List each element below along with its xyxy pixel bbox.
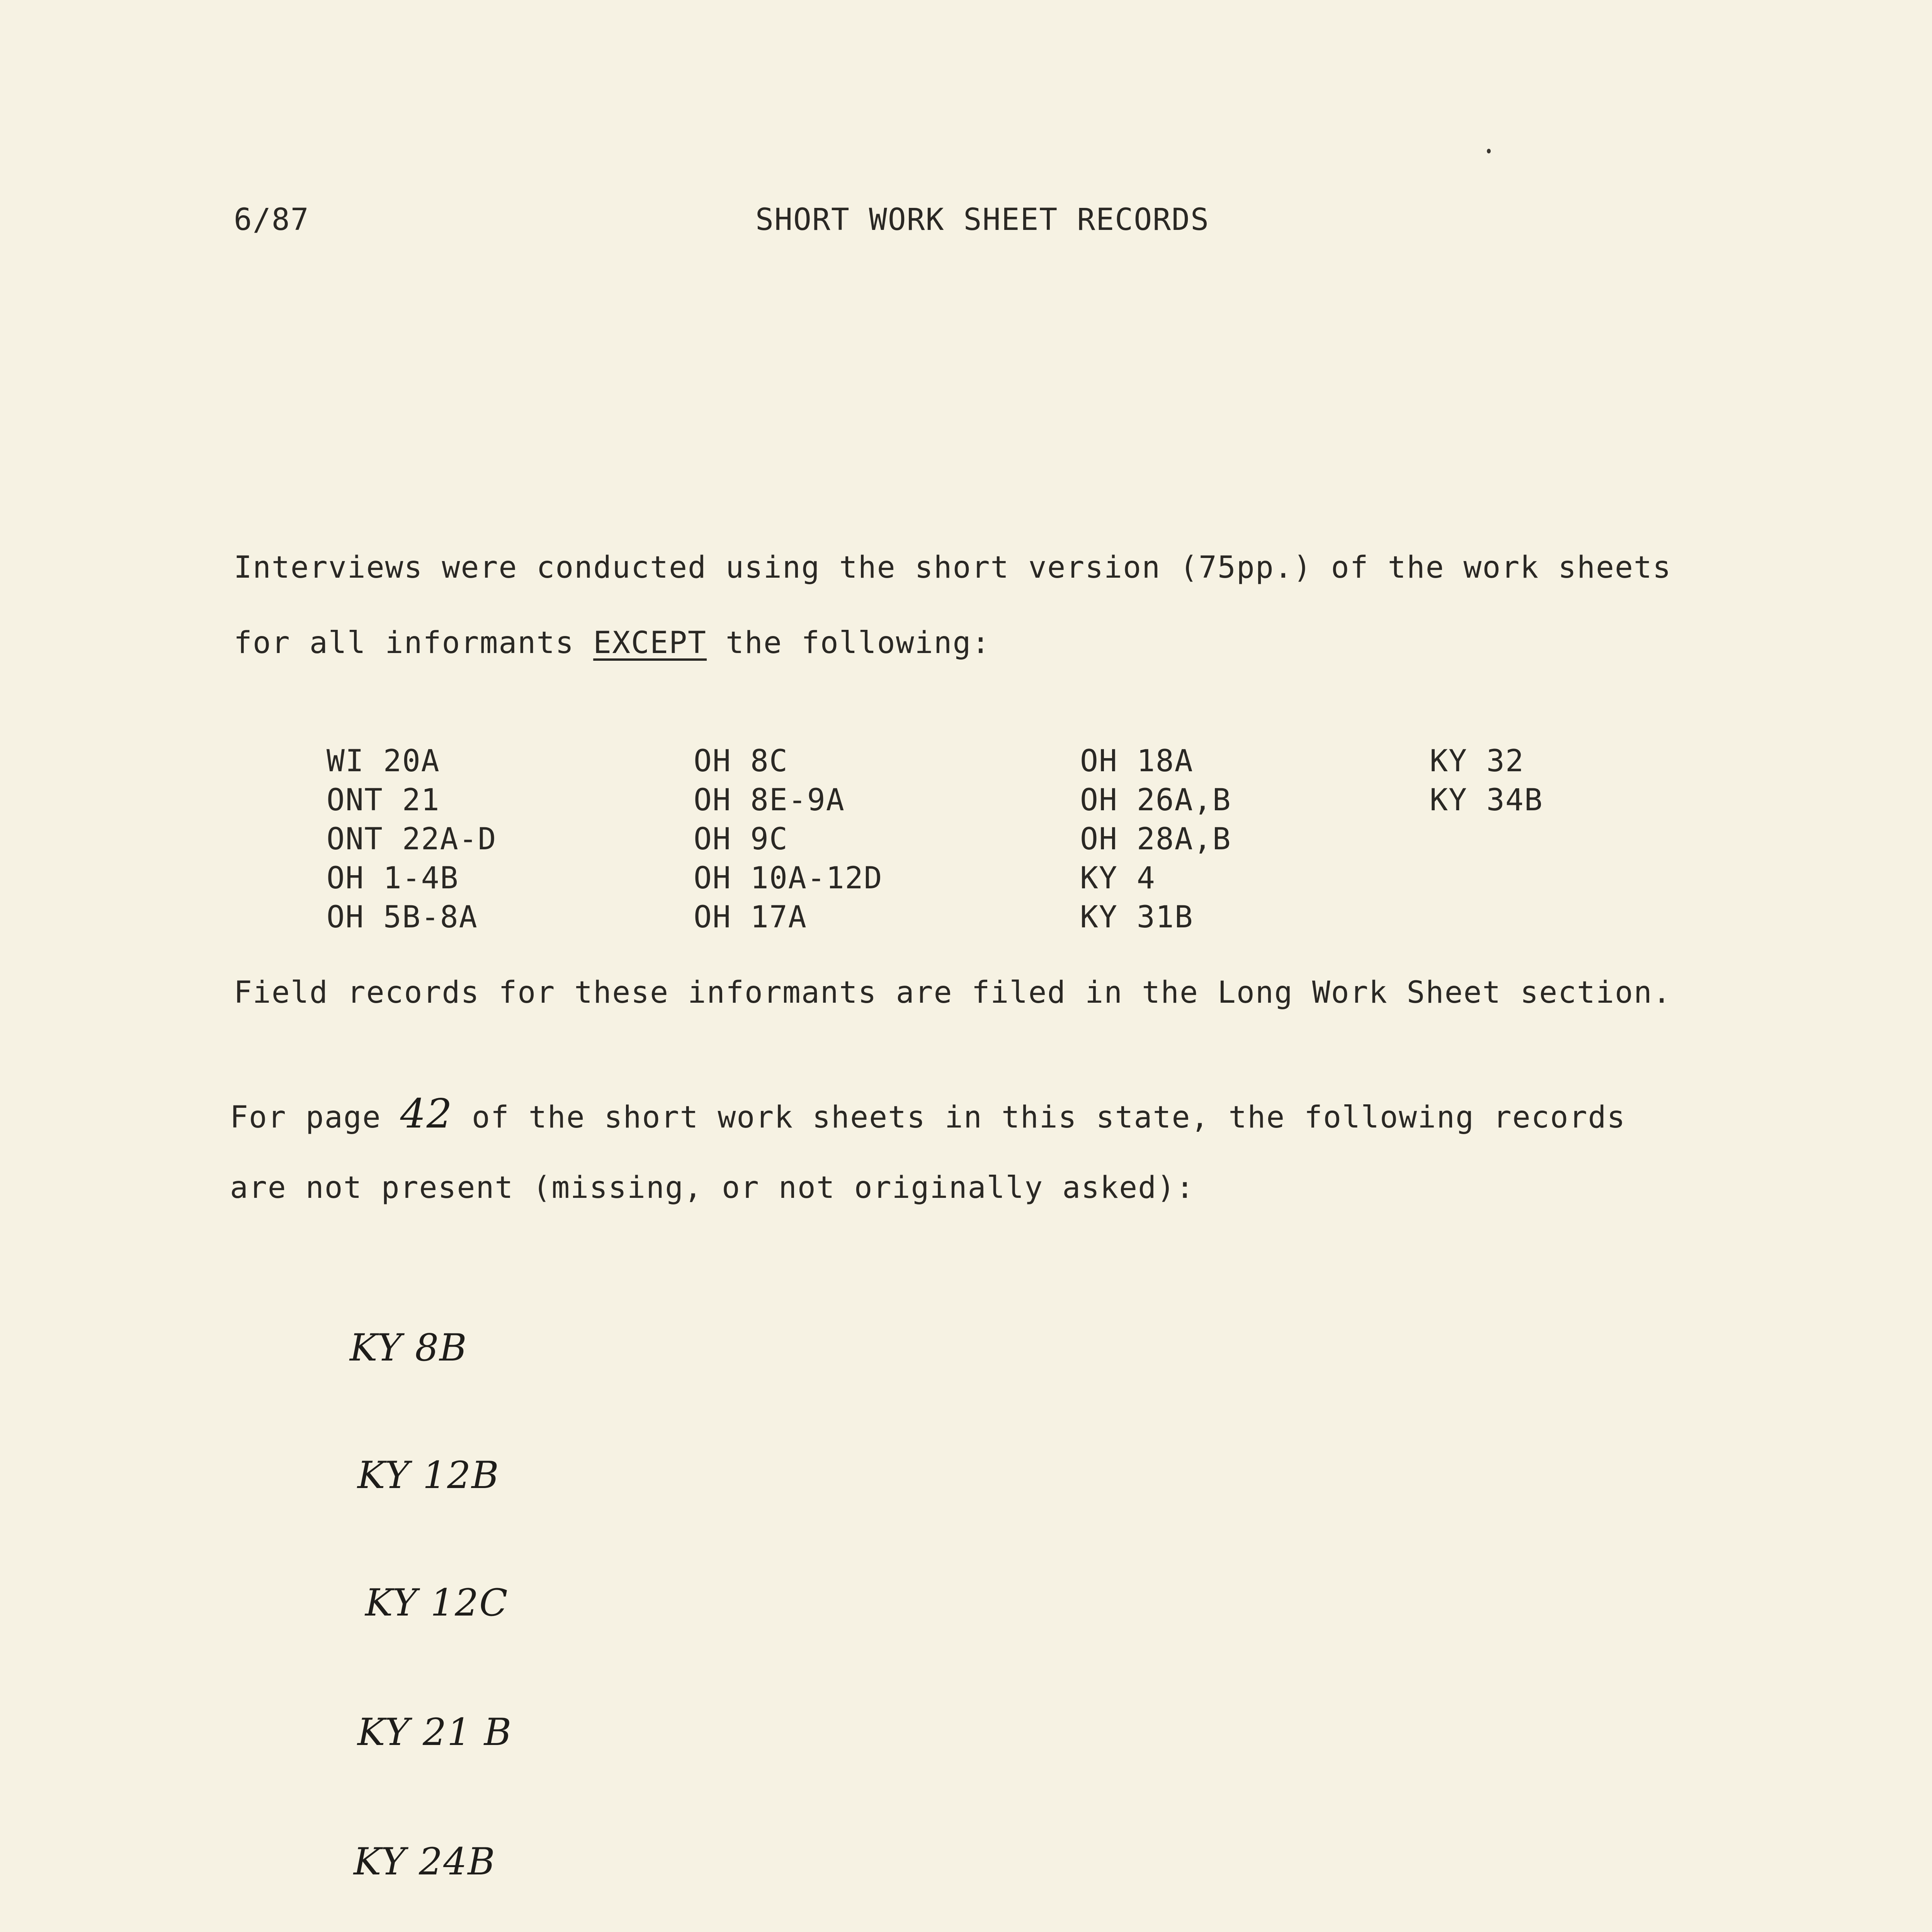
informant-item: OH 10A-12D <box>694 861 883 896</box>
except-emphasis: EXCEPT <box>593 626 707 660</box>
informant-item: KY 32 <box>1430 744 1524 779</box>
informant-item: OH 17A <box>694 900 807 935</box>
informant-column-1 <box>327 742 497 937</box>
missing-record: KY 8B <box>350 1326 468 1369</box>
informant-item: OH 1-4B <box>327 861 459 896</box>
informant-item: ONT 22A-D <box>327 822 497 857</box>
informant-item: OH 28A,B <box>1080 822 1231 857</box>
handwritten-page-number: 42 <box>400 1090 453 1137</box>
informant-item: OH 26A,B <box>1080 783 1231 818</box>
informant-item: KY 4 <box>1080 861 1156 896</box>
informant-item: KY 34B <box>1430 783 1543 818</box>
missing-record: KY 12B <box>357 1454 500 1497</box>
informant-item: OH 18A <box>1080 744 1194 779</box>
informant-column-4 <box>1430 742 1543 820</box>
intro-line-1: Interviews were conducted using the short version (75pp.) of the work sheets <box>234 550 1672 585</box>
paper-speck <box>1487 149 1491 153</box>
page-note-line-1 <box>230 1090 1626 1137</box>
informant-item: OH 8E-9A <box>694 783 845 818</box>
intro-line-2-prefix: for all informants <box>234 626 594 660</box>
informant-item: KY 31B <box>1080 900 1194 935</box>
missing-record: KY 12C <box>365 1581 509 1624</box>
header-date: 6/87 <box>234 202 310 237</box>
page-title: SHORT WORK SHEET RECORDS <box>755 202 1210 237</box>
intro-line-2 <box>234 628 990 658</box>
page-note-suffix: of the short work sheets in this state, the following records <box>452 1100 1626 1135</box>
informant-item: OH 8C <box>694 744 788 779</box>
missing-record: KY 24B <box>354 1840 496 1883</box>
field-records-note: Field records for these informants are filed in the Long Work Sheet section. <box>234 975 1672 1010</box>
informant-item: ONT 21 <box>327 783 440 818</box>
informant-column-3 <box>1080 742 1231 937</box>
informant-column-2 <box>694 742 883 937</box>
page-note-line-2: are not present (missing, or not originally asked): <box>230 1170 1195 1205</box>
informant-item: OH 5B-8A <box>327 900 478 935</box>
page-note-prefix: For page <box>230 1100 400 1135</box>
intro-line-2-suffix: the following: <box>707 626 991 660</box>
informant-item: OH 9C <box>694 822 788 857</box>
missing-record: KY 21 B <box>357 1711 512 1754</box>
informant-item: WI 20A <box>327 744 440 779</box>
